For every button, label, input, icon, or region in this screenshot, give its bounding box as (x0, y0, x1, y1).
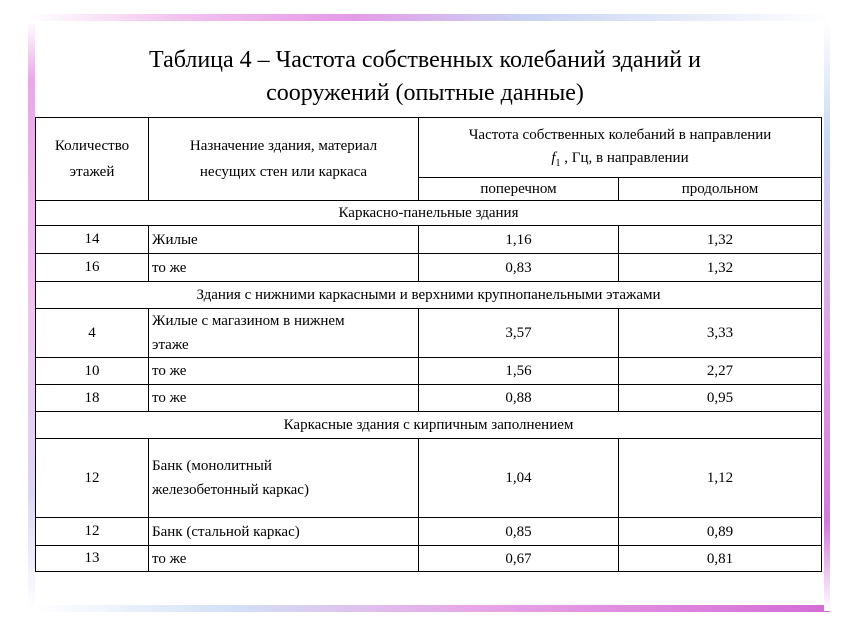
cell-floors: 12 (36, 518, 149, 546)
header-floors (36, 118, 149, 201)
cell-longitudinal: 1,12 (619, 439, 822, 518)
page-title (40, 44, 810, 110)
cell-purpose: то же (149, 385, 419, 412)
cell-floors: 12 (36, 439, 149, 518)
table-row (36, 439, 822, 518)
section-row (36, 412, 822, 439)
cell-purpose: Жилые с магазином в нижнем этаже (149, 309, 419, 358)
header-frequency-line2 (422, 147, 818, 175)
header-purpose-line1: Назначение здания, материал (189, 138, 378, 154)
cell-purpose: Банк (монолитный железобетонный каркас) (149, 439, 419, 518)
header-purpose-line2: несущих стен или каркаса (199, 164, 368, 180)
decorative-left-bar (28, 21, 35, 611)
cell-purpose: Банк (стальной каркас) (149, 518, 419, 546)
header-row (36, 118, 822, 178)
cell-longitudinal: 0,89 (619, 518, 822, 546)
cell-longitudinal: 3,33 (619, 309, 822, 358)
title-line-2: сооружений (опытные данные) (266, 80, 584, 106)
section-title: Здания с нижними каркасными и верхними крупнопанельными этажами (36, 282, 822, 309)
cell-transverse: 0,67 (419, 546, 619, 572)
freq-subscript: 1 (555, 158, 561, 169)
cell-transverse: 0,88 (419, 385, 619, 412)
cell-purpose: то же (149, 358, 419, 385)
table-row (36, 226, 822, 254)
section-title: Каркасно-панельные здания (36, 201, 822, 226)
decorative-bottom-bar (35, 605, 830, 612)
freq-symbol: f (551, 150, 556, 166)
cell-purpose: то же (149, 254, 419, 282)
table-row (36, 385, 822, 412)
cell-longitudinal: 2,27 (619, 358, 822, 385)
cell-longitudinal: 0,81 (619, 546, 822, 572)
cell-longitudinal: 1,32 (619, 254, 822, 282)
header-transverse: поперечном (419, 178, 619, 201)
freq-line2-rest: , Гц, в направлении (560, 150, 689, 166)
decorative-right-bar (824, 21, 830, 611)
header-purpose (149, 118, 419, 201)
cell-longitudinal: 0,95 (619, 385, 822, 412)
section-title: Каркасные здания с кирпичным заполнением (36, 412, 822, 439)
header-longitudinal: продольном (619, 178, 822, 201)
table-row (36, 309, 822, 358)
cell-floors: 16 (36, 254, 149, 282)
table-row (36, 358, 822, 385)
cell-floors: 14 (36, 226, 149, 254)
cell-transverse: 1,16 (419, 226, 619, 254)
cell-floors: 10 (36, 358, 149, 385)
decorative-top-bar (30, 14, 830, 21)
cell-transverse: 3,57 (419, 309, 619, 358)
section-row (36, 282, 822, 309)
cell-floors: 18 (36, 385, 149, 412)
cell-floors: 4 (36, 309, 149, 358)
header-frequency (419, 118, 822, 178)
header-frequency-line1: Частота собственных колебаний в направлении (468, 127, 772, 143)
section-row (36, 201, 822, 226)
cell-transverse: 0,83 (419, 254, 619, 282)
cell-floors: 13 (36, 546, 149, 572)
cell-transverse: 0,85 (419, 518, 619, 546)
table-row (36, 546, 822, 572)
cell-transverse: 1,56 (419, 358, 619, 385)
cell-purpose: то же (149, 546, 419, 572)
table-row (36, 254, 822, 282)
cell-longitudinal: 1,32 (619, 226, 822, 254)
frequency-table (35, 117, 822, 572)
cell-transverse: 1,04 (419, 439, 619, 518)
cell-purpose: Жилые (149, 226, 419, 254)
table-row (36, 518, 822, 546)
header-floors-line2: этажей (69, 164, 115, 180)
header-floors-line1: Количество (54, 138, 130, 154)
title-line-1: Таблица 4 – Частота собственных колебаний зданий и (149, 47, 701, 73)
